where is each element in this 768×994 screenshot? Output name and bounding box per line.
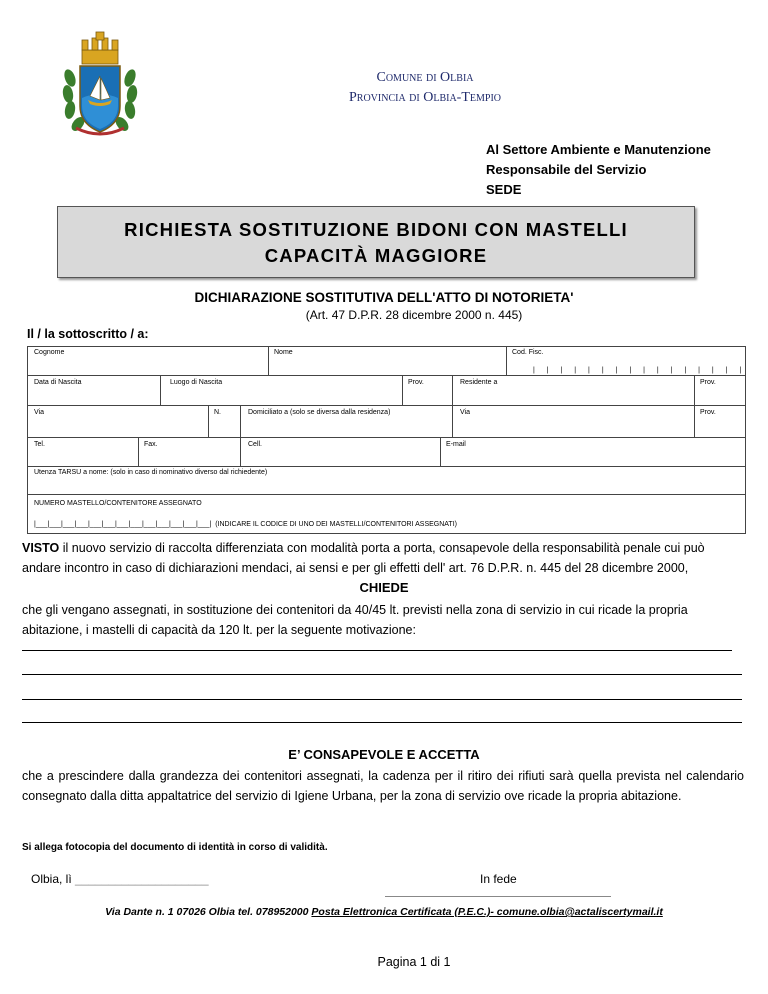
chiede-heading: CHIEDE — [359, 580, 409, 595]
numero-civico-field[interactable]: N. — [214, 409, 221, 416]
declaration-heading: DICHIARAZIONE SOSTITUTIVA DELL'ATTO DI NOTORIETA' — [194, 290, 574, 305]
prov-residenza-field[interactable]: Prov. — [700, 379, 716, 386]
declaration-reference: (Art. 47 D.P.R. 28 dicembre 2000 n. 445) — [305, 308, 523, 322]
motivation-line-3[interactable] — [22, 699, 742, 700]
residente-field[interactable]: Residente a — [460, 379, 498, 386]
cod-fisc-field[interactable]: Cod. Fisc. — [512, 349, 544, 356]
cod-fisc-boxes[interactable]: | | | | | | | | | | | | | | | | — [533, 367, 747, 374]
recipient-line-3: SEDE — [486, 182, 522, 197]
fax-field[interactable]: Fax. — [144, 441, 158, 448]
in-fede-label: In fede — [480, 872, 517, 886]
mastello-code-note: (INDICARE IL CODICE DI UNO DEI MASTELLI/CONTENITORI ASSEGNATI) — [215, 521, 457, 528]
accetta-paragraph: che a prescindere dalla grandezza dei contenitori assegnati, la cadenza per il ritiro dei rifiuti sarà quella prevista nel calendario consegnato dalla ditta appaltatrice del servizio di Igiene Urbana, per la zona di servizio ove ricade la propria abitazione. — [22, 769, 744, 803]
accetta-heading: E’ CONSAPEVOLE E ACCETTA — [288, 747, 480, 762]
recipient-line-1: Al Settore Ambiente e Manutenzione — [486, 142, 711, 157]
applicant-form — [27, 346, 746, 534]
allegato-note: Si allega fotocopia del documento di identità in corso di validità. — [22, 842, 328, 853]
coat-of-arms-logo — [60, 28, 140, 140]
domiciliato-field[interactable]: Domiciliato a (solo se diversa dalla residenza) — [248, 409, 391, 416]
cognome-field[interactable]: Cognome — [34, 349, 65, 356]
footer-contacts — [0, 906, 768, 918]
tel-field[interactable]: Tel. — [34, 441, 45, 448]
footer-pec-link[interactable]: Posta Elettronica Certificata (P.E.C.)- comune.olbia@actaliscertymail.it — [311, 906, 663, 918]
visto-label: VISTO — [22, 541, 60, 555]
chiede-paragraph: che gli vengano assegnati, in sostituzione dei contenitori da 40/45 lt. previsti nella zona di servizio in cui ricade la propria abitazione, i mastelli di capacità da 120 lt. per la seguente motivazione: — [22, 603, 688, 637]
page-number: Pagina 1 di 1 — [377, 955, 451, 969]
luogo-data-blank[interactable]: ____________________ — [75, 872, 209, 886]
motivation-line-1[interactable] — [22, 650, 732, 651]
luogo-nascita-field[interactable]: Luogo di Nascita — [170, 379, 223, 386]
numero-mastello-label: NUMERO MASTELLO/CONTENITORE ASSEGNATO — [34, 500, 202, 507]
municipality-header — [290, 68, 560, 108]
mastello-code-boxes[interactable]: |___|___|___|___|___|___|___|___|___|___|___|___|___| (INDICARE IL CODICE DI UNO DEI MASTELLI/CONTENITORI ASSEGNATI) — [34, 521, 457, 528]
via-domicilio-field[interactable]: Via — [460, 409, 470, 416]
document-title — [57, 206, 695, 278]
motivation-line-2[interactable] — [22, 674, 742, 675]
utenza-tarsu-field[interactable]: Utenza TARSU a nome: (solo in caso di nominativo diverso dal richiedente) — [34, 469, 268, 476]
email-field[interactable]: E-mail — [446, 441, 466, 448]
title-line-1: RICHIESTA SOSTITUZIONE BIDONI CON MASTELLI — [124, 219, 628, 240]
signature-line[interactable] — [385, 896, 611, 897]
via-residenza-field[interactable]: Via — [34, 409, 44, 416]
provincia-name: Provincia di Olbia-Tempio — [349, 90, 501, 105]
nome-field[interactable]: Nome — [274, 349, 293, 356]
footer-address: Via Dante n. 1 07026 Olbia tel. 078952000 — [105, 906, 309, 918]
prov-nascita-field[interactable]: Prov. — [408, 379, 424, 386]
recipient-line-2: Responsabile del Servizio — [486, 162, 647, 177]
data-nascita-field[interactable]: Data di Nascita — [34, 379, 82, 386]
luogo-data-field[interactable]: Olbia, lì ____________________ — [31, 872, 209, 886]
motivation-line-4[interactable] — [22, 722, 742, 723]
comune-name: Comune di Olbia — [376, 70, 474, 85]
sottoscritto-label: Il / la sottoscritto / a: — [27, 327, 149, 341]
prov-domicilio-field[interactable]: Prov. — [700, 409, 716, 416]
cell-field[interactable]: Cell. — [248, 441, 263, 448]
visto-text: il nuovo servizio di raccolta differenziata con modalità porta a porta, consapevole della responsabilità penale cui può andare incontro in caso di dichiarazioni mendaci, ai sensi e per gli effetti dell' art. 76 D.P.R. n. 445 del 28 dicembre 2000, — [22, 541, 705, 575]
recipient-block — [486, 140, 711, 200]
visto-paragraph — [22, 538, 744, 578]
title-line-2: CAPACITÀ MAGGIORE — [264, 245, 488, 266]
